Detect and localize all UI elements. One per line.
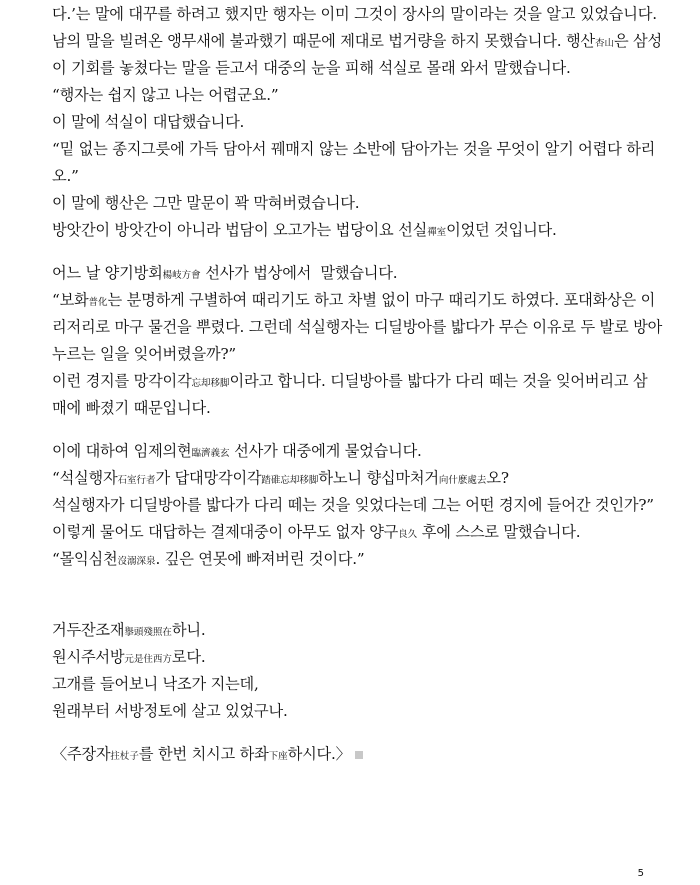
text-span: 은 삼성 — [613, 32, 662, 50]
text-line: 이 기회를 놓쳤다는 말을 듣고서 대중의 눈을 피해 석실로 몰래 와서 말했습니다. — [52, 59, 571, 77]
text-span: . 깊은 연못에 빠져버린 것이다.” — [155, 550, 365, 568]
verse-line — [52, 617, 652, 644]
text-line: 석실행자가 디딜방아를 밟다가 다리 떼는 것을 잊었다는데 그는 어떤 경지에 들어간 것인가?” — [52, 496, 654, 514]
paragraph-1 — [52, 1, 662, 244]
text-line — [52, 287, 656, 314]
text-span: 를 한번 치시고 하좌 — [138, 745, 269, 763]
text-span: 이런 경지를 망각이각 — [52, 372, 192, 390]
text-span: 이렇게 물어도 대답하는 결제대중이 아무도 없자 양구 — [52, 523, 399, 541]
text-line — [52, 519, 652, 546]
hanja-annotation: 楊岐方會 — [162, 270, 201, 281]
end-of-section-mark — [355, 751, 363, 759]
text-line: 이 말에 행산은 그만 말문이 꽉 막혀버렸습니다. — [52, 194, 360, 212]
hanja-annotation: 沒溺深泉 — [117, 556, 156, 567]
text-line: 매에 빠졌기 때문입니다. — [52, 399, 211, 417]
verse-line — [52, 644, 652, 671]
paragraph-3 — [52, 438, 652, 573]
text-span: 이라고 합니다. 디딜방아를 밟다가 다리 떼는 것을 잊어버리고 삼 — [229, 372, 648, 390]
text-span: “몰익심천 — [52, 550, 118, 568]
text-span: 하노니 향십마처거 — [318, 469, 439, 487]
hanja-annotation: 下座 — [268, 751, 288, 762]
text-line — [52, 28, 662, 55]
hanja-annotation: 擧頭殘照在 — [124, 627, 172, 638]
text-span: 이었던 것입니다. — [446, 221, 557, 239]
hanja-annotation: 良久 — [398, 529, 418, 540]
text-span: 하니. — [171, 621, 206, 639]
closing-line — [52, 741, 652, 768]
text-span: 어느 날 양기방회 — [52, 264, 163, 282]
hanja-annotation: 禪室 — [427, 227, 447, 238]
paragraph-gap — [52, 725, 652, 741]
text-span: 이에 대하여 임제의현 — [52, 442, 192, 460]
text-span: 가 답대망각이각 — [155, 469, 262, 487]
verse-line: 원래부터 서방정토에 살고 있었구나. — [52, 702, 288, 720]
verse-block — [52, 617, 652, 725]
text-span: 원시주서방 — [52, 648, 125, 666]
text-span: 로다. — [171, 648, 206, 666]
text-span: 거두잔조재 — [52, 621, 125, 639]
text-line: 누르는 일을 잊어버렸을까?” — [52, 345, 236, 363]
page-number: 5 — [637, 868, 644, 879]
text-line — [52, 465, 652, 492]
text-line — [52, 260, 652, 287]
text-line — [52, 217, 652, 244]
hanja-annotation: 拄杖子 — [110, 751, 139, 762]
text-line — [52, 438, 652, 465]
text-span: 후에 스스로 말했습니다. — [417, 523, 581, 541]
hanja-annotation: 石室行者 — [117, 475, 156, 486]
text-line: 다.’는 말에 대꾸를 하려고 했지만 행자는 이미 그것이 장사의 말이라는 것을 알고 있었습니다. — [52, 5, 657, 23]
text-span: 는 분명하게 구별하여 때리기도 하고 차별 없이 마구 때리기도 하였다. 포대화상은 이 — [107, 291, 656, 309]
paragraph-gap — [52, 244, 652, 260]
text-span: 〈주장자 — [52, 745, 111, 763]
text-span: 남의 말을 빌려온 앵무새에 불과했기 때문에 제대로 법거량을 하지 못했습니다. 행산 — [52, 32, 595, 50]
hanja-annotation: 忘却移脚 — [191, 378, 230, 389]
verse-gap — [52, 573, 652, 617]
verse-line: 고개를 들어보니 낙조가 지는데, — [52, 675, 259, 693]
text-line — [52, 741, 652, 768]
text-span: 오? — [486, 469, 509, 487]
text-line: 오.” — [52, 167, 79, 185]
hanja-annotation: 踏碓忘却移脚 — [261, 475, 319, 486]
text-line: 리저리로 마구 물건을 뿌렸다. 그런데 석실행자는 디딜방아를 밟다가 무슨 이유로 두 발로 방아 — [52, 318, 663, 336]
text-span: 선사가 법상에서 말했습니다. — [200, 264, 398, 282]
hanja-annotation: 臨濟義玄 — [191, 448, 230, 459]
document-body — [52, 0, 663, 768]
text-span: 하시다.〉 — [287, 745, 351, 763]
text-line: “행자는 쉽지 않고 나는 어렵군요.” — [52, 86, 279, 104]
text-span: “보화 — [52, 291, 89, 309]
hanja-annotation: 普化 — [88, 297, 108, 308]
paragraph-2 — [52, 260, 663, 422]
text-line: “밑 없는 종지그릇에 가득 담아서 꿰매지 않는 소반에 담아가는 것을 무엇이 알기 어렵다 하리 — [52, 140, 656, 158]
hanja-annotation: 向什麽處去 — [438, 475, 487, 486]
paragraph-gap — [52, 422, 652, 438]
text-line — [52, 368, 652, 395]
text-span: “석실행자 — [52, 469, 118, 487]
text-line — [52, 546, 652, 573]
text-span: 선사가 대중에게 물었습니다. — [229, 442, 422, 460]
text-line: 이 말에 석실이 대답했습니다. — [52, 113, 245, 131]
hanja-annotation: 元是住西方 — [124, 654, 172, 665]
text-span: 방앗간이 방앗간이 아니라 법담이 오고가는 법당이요 선실 — [52, 221, 428, 239]
hanja-annotation: 杏山 — [594, 38, 614, 49]
